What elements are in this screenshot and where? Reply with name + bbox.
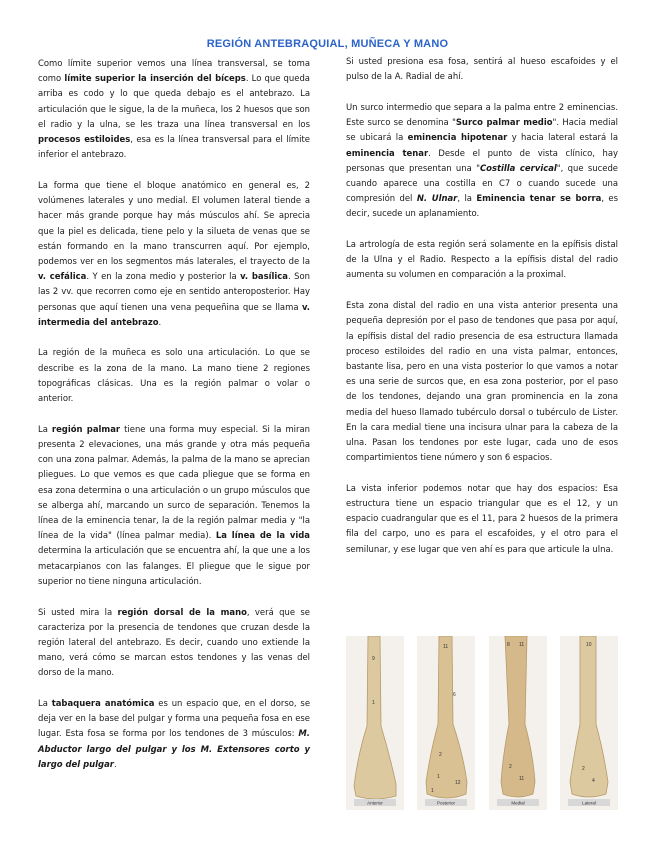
paragraph-inferior-view: La vista inferior podemos notar que hay dos espacios: Esa estructura tiene un espacio triangular que es el 12, y un espacio cuadrangular que es el 11, para 2 huesos de la primera fila del carpo, uno es para el escafoides, y el otro para el semilunar, y ese lugar que ven ahí es para que articule la ulna. <box>346 482 618 554</box>
bone-number: 10 <box>586 642 592 648</box>
page-title: REGIÓN ANTEBRAQUIAL, MUÑECA Y MANO <box>206 38 449 50</box>
paragraph-palmar-region: La región palmar tiene una forma muy especial. Si la miran presenta 2 elevaciones, una más grande y otra más pequeña con una zona palmar. Además, la palma de la mano se aprecian pliegues. Lo que vemos es que cada pliegue que se forma en esa zona determina o una articulación o un grupo músculos que se alberga ahí, marcando un surco de separación. Tenemos la línea de la eminencia tenar, la de la región palmar media y "la línea de la vida" (línea palmar media). La línea de la vida determina la articulación que se encuentra ahí, la que une a los metacarpianos con las falanges. El pliegue que le sigue por superior no tiene ninguna articulación. <box>38 423 310 586</box>
bone-number: 1 <box>431 788 434 794</box>
paragraph-dorsal-region: Si usted mira la región dorsal de la mano, verá que se caracteriza por la presencia de tendones que cruzan desde la región lateral del antebrazo. Es decir, cuando uno extiende la mano, verá cómo se marcan estos tendones y las venas del dorso de la mano. <box>38 606 310 678</box>
bone-view-medial <box>489 636 547 810</box>
bone-medial-image <box>489 636 547 810</box>
paragraph-palmar-groove: Un surco intermedio que separa a la palma entre 2 eminencias. Este surco se denomina "Surco palmar medio". Hacia medial se ubicará la eminencia hipotenar y hacia lateral estará la eminencia tenar. Desde el punto de vista clínico, hay personas que presentan una "Costilla cervical", que sucede cuando aparece una costilla en C7 o cuando sucede una compresión del N. Ulnar, la Eminencia tenar se borra, es decir, sucede un aplanamiento. <box>346 101 619 219</box>
view-label-medial: Medial <box>511 800 525 806</box>
bone-number: 12 <box>455 780 461 786</box>
bone-number: 11 <box>443 644 449 650</box>
bone-number: 4 <box>592 778 595 784</box>
paragraph-limits: Como límite superior vemos una línea transversal, se toma como límite superior la inserción del bíceps. Lo que queda arriba es codo y lo que queda debajo es el antebrazo. La articulación que le sigue, la de la muñeca, los 2 huesos que son el radio y la ulna, se les traza una línea transversal en los procesos estiloides, esa es la línea transversal para el límite inferior el antebrazo. <box>38 58 310 160</box>
paragraph-arthrology: La artrología de esta región será solamente en la epífisis distal de la Ulna y el Radio. Respecto a la epífisis distal del radio aumenta su volumen en comparación a la proximal. <box>346 239 618 280</box>
bone-number: 1 <box>437 774 440 780</box>
bone-number: 2 <box>582 766 585 772</box>
view-label-posterior: Posterior <box>436 800 456 806</box>
bone-number: 2 <box>509 764 512 770</box>
bone-view-anterior <box>346 636 404 810</box>
bone-posterior-image <box>417 636 475 810</box>
view-label-lateral: Lateral <box>582 800 596 806</box>
bone-number: 9 <box>372 656 375 662</box>
paragraph-distal-radius: Esta zona distal del radio en una vista anterior presenta una pequeña depresión por el paso de tendones que pasa por aquí, la epífisis distal del radio presencia de esa estructura llamada proceso estiloides del radio en una vista palmar, entonces, bastante lisa, pero en una vista posterior lo que vamos a notar es una serie de surcos que, en esa zona posterior, por el paso de los tendones, dejando una gran prominencia en la zona media del hueso llamado tubérculo dorsal o tubérculo de Lister. En la cara medial tiene una incisura ulnar para la cabeza de la ulna. Pasan los tendones por este lugar, cada uno de esos compartimientos tiene número y son 6 espacios. <box>346 300 618 463</box>
bone-number: 2 <box>439 752 442 758</box>
bone-number: 8 <box>507 642 510 648</box>
bone-view-posterior <box>417 636 475 810</box>
paragraph-fossa-pressure: Si usted presiona esa fosa, sentirá al hueso escafoides y el pulso de la A. Radial de ahí. <box>346 56 618 82</box>
paragraph-anatomical-block: La forma que tiene el bloque anatómico en general es, 2 volúmenes laterales y uno medial. El volumen lateral tiende a hacer más grande porque hay más músculos ahí. Se aprecia que la piel es delicada, tiene pelo y la silueta de venas que se están formando en la mano transcurren aquí. Por ejemplo, podemos ver en los segmentos más laterales, el trayecto de la v. cefálica. Y en la zona medio y posterior la v. basílica. Son las 2 vv. que recorren como eje en sentido anteroposterior. Hay personas que aquí tienen una vena pequeñina que se llama v. intermedia del antebrazo. <box>38 179 310 327</box>
left-column <box>38 56 310 788</box>
bone-number: 6 <box>453 692 456 698</box>
bone-lateral-image <box>560 636 618 810</box>
bone-anterior-image <box>346 636 404 810</box>
right-column <box>346 54 618 572</box>
paragraph-anatomical-snuffbox: La tabaquera anatómica es un espacio que, en el dorso, se deja ver en la base del pulgar y forma una pequeña fosa en ese lugar. Esta fosa se forma por los tendones de 3 músculos: M. Abductor largo del pulgar y los M. Extensores corto y largo del pulgar. <box>38 698 311 769</box>
bone-number: 11 <box>519 776 525 782</box>
view-label-anterior: Anterior <box>367 800 383 806</box>
radius-bone-figure <box>346 636 618 810</box>
bone-number: 11 <box>519 642 525 648</box>
paragraph-wrist-region: La región de la muñeca es solo una articulación. Lo que se describe es la zona de la mano. La mano tiene 2 regiones topográficas clásicas. Una es la región palmar o volar o anterior. <box>38 347 310 404</box>
bone-number: 1 <box>372 700 375 706</box>
bone-view-lateral <box>560 636 618 810</box>
